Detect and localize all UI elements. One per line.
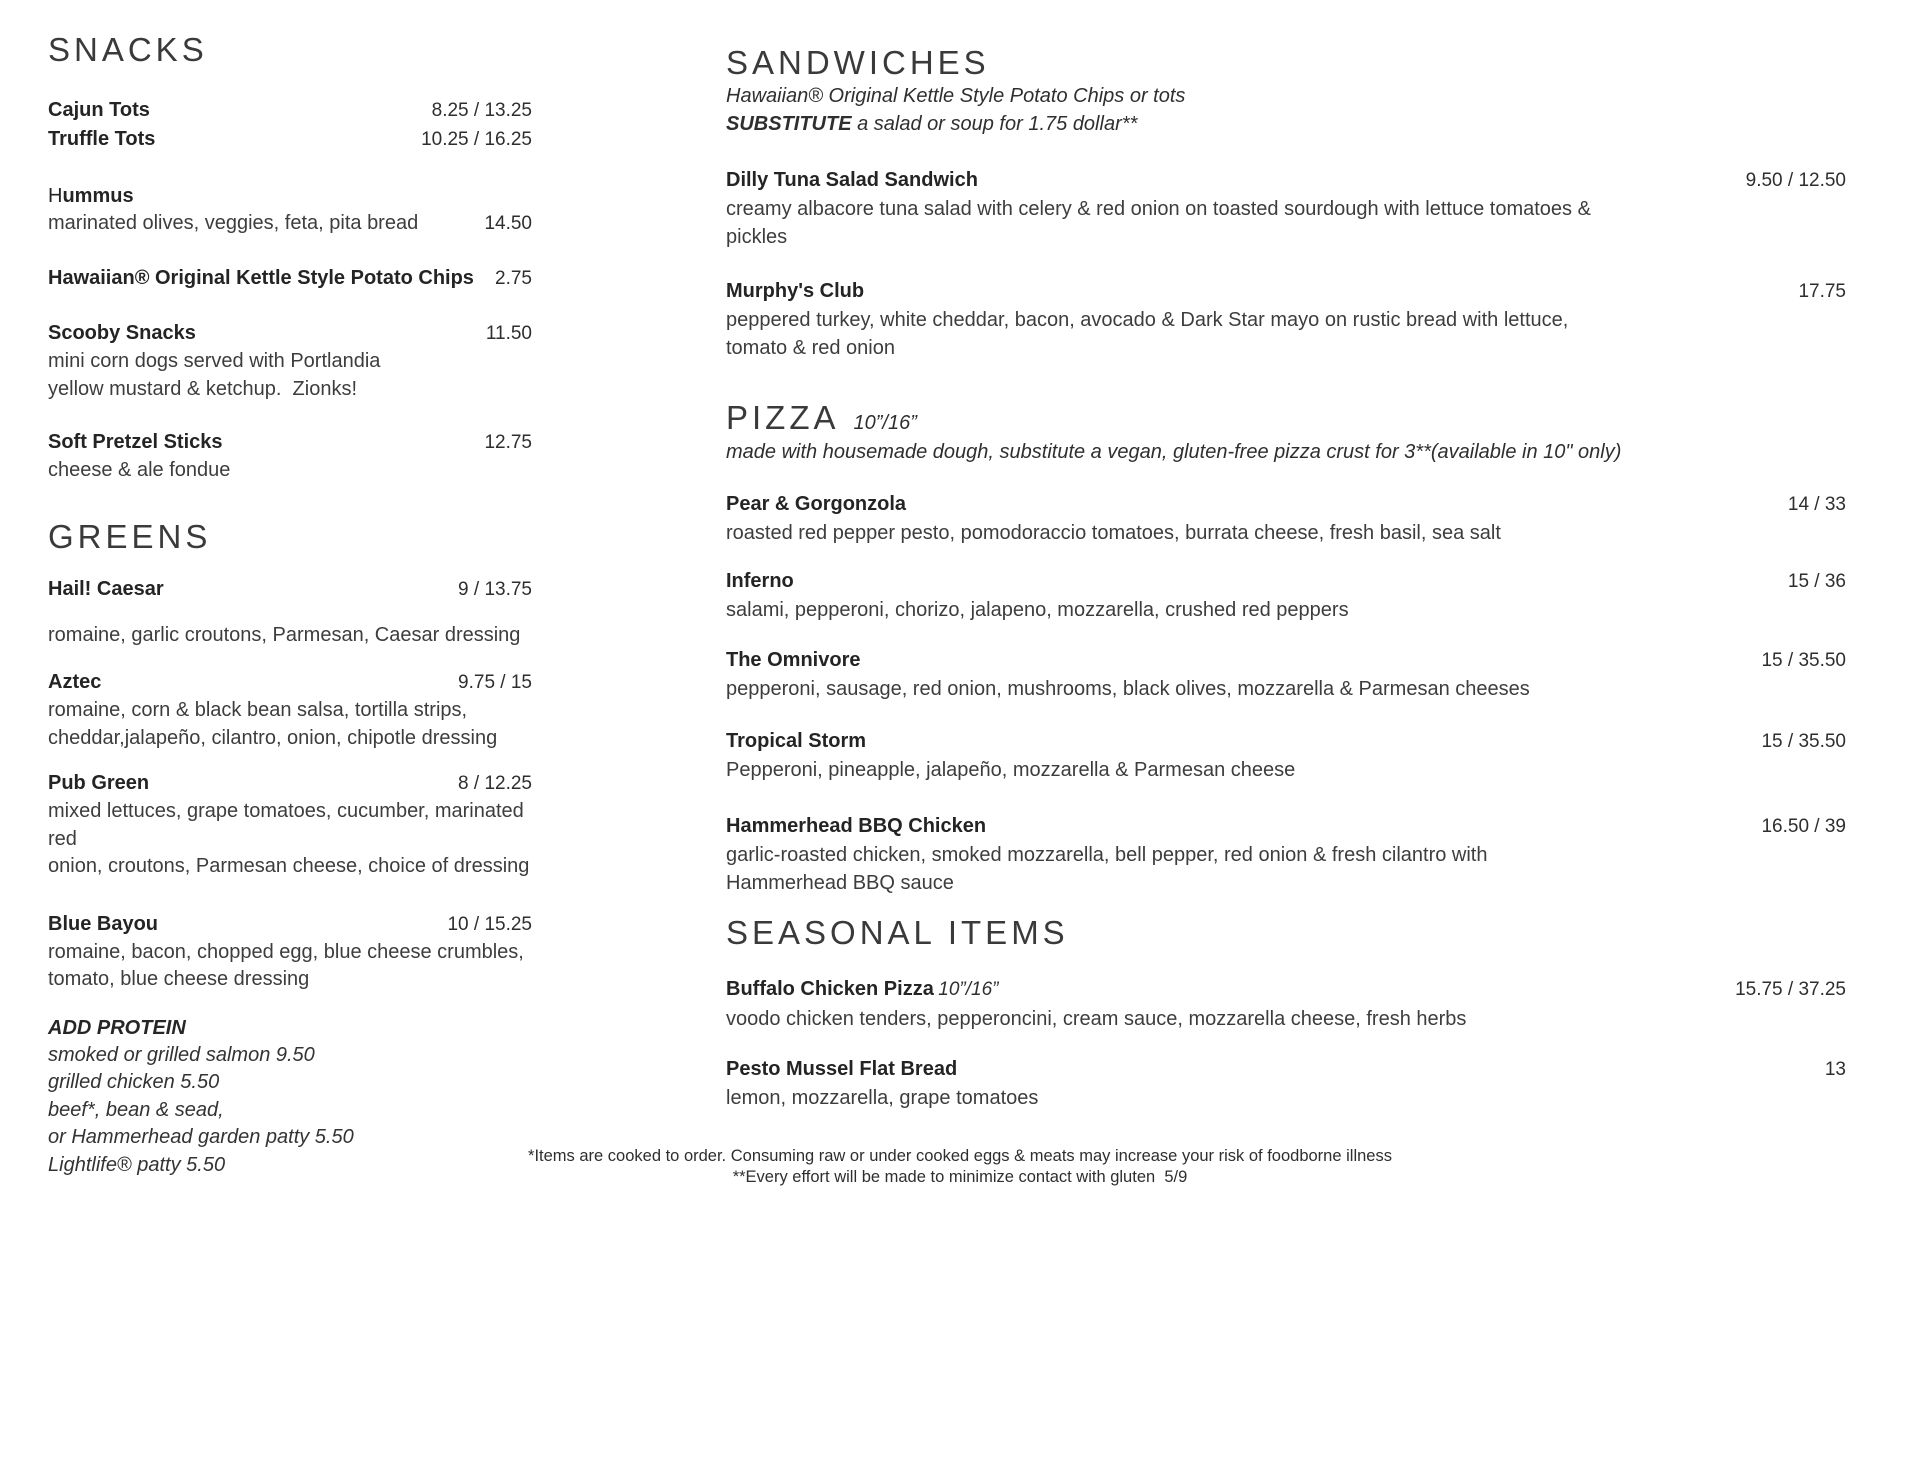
item-price: 15.75 / 37.25 [1735,979,1846,1000]
item-row [48,319,532,348]
item-name: Hail! Caesar [48,577,164,600]
item-name: Pub Green [48,772,150,794]
item-name-group [726,975,998,1005]
item-description: garlic-roasted chicken, smoked mozzarella, bell pepper, red onion & fresh cilantro with [726,844,1488,866]
menu-item-murphys-club [726,277,1846,362]
item-name: Tropical Storm [726,730,867,752]
item-row [48,668,532,697]
section-title-snacks: SNACKS [48,31,208,68]
menu-item-pesto-mussel-flatbread [726,1055,1846,1112]
menu-item-inferno [726,567,1846,624]
item-description: Pepperoni, pineapple, jalapeño, mozzarella & Parmesan cheese [726,759,1296,781]
item-description: yellow mustard & ketchup. Zionks! [48,377,358,400]
item-description: lemon, mozzarella, grape tomatoes [726,1087,1039,1109]
item-row [726,1055,1846,1084]
footer-disclaimer [0,1146,1920,1188]
item-price: 8 / 12.25 [458,773,532,794]
pizza-subtitle: made with housemade dough, substitute a vegan, gluten-free pizza crust for 3**(available in 10" only) [726,441,1622,463]
pizza-section-header [726,398,1846,438]
item-price: 17.75 [1798,281,1846,302]
substitute-text: a salad or soup for 1.75 dollar** [851,113,1138,135]
menu-item-dilly-tuna [726,166,1846,251]
item-description: roasted red pepper pesto, pomodoraccio tomatoes, burrata cheese, fresh basil, sea salt [726,522,1501,544]
item-row [726,812,1846,841]
add-protein-option: beef*, bean & sead, [48,1098,224,1121]
pizza-sizes: 10”/16” [853,412,917,434]
item-name: Soft Pretzel Sticks [48,431,223,453]
item-price: 13 [1824,1059,1846,1080]
item-description: romaine, bacon, chopped egg, blue cheese crumbles, [48,940,524,963]
item-row [726,166,1846,195]
item-price: 14 / 33 [1787,494,1846,515]
footer-line-1: *Items are cooked to order. Consuming raw or under cooked eggs & meats may increase your risk of foodborne illness [528,1147,1392,1165]
item-price: 10.25 / 16.25 [421,129,532,150]
item-name: Pesto Mussel Flat Bread [726,1058,958,1080]
menu-item-cajun-tots [48,96,532,154]
item-description: tomato, blue cheese dressing [48,968,310,990]
item-name: Truffle Tots [48,128,156,150]
item-description: voodo chicken tenders, pepperoncini, cream sauce, mozzarella cheese, fresh herbs [726,1008,1467,1030]
item-row [726,277,1846,306]
item-row [726,727,1846,756]
item-description: mixed lettuces, grape tomatoes, cucumber, marinated red [48,800,524,850]
item-description: pickles [726,226,788,248]
item-description: romaine, garlic croutons, Parmesan, Caesar dressing [48,623,521,646]
item-name: Buffalo Chicken Pizza [726,978,934,1000]
item-name: Murphy's Club [726,280,865,302]
item-row [48,210,532,238]
item-row [48,264,532,293]
item-description: tomato & red onion [726,337,895,359]
item-row [726,490,1846,519]
item-name: Aztec [48,671,102,693]
item-price: 8.25 / 13.25 [431,100,532,121]
menu-item-buffalo-chicken-pizza [726,975,1846,1033]
item-row [48,125,532,154]
sandwiches-subtitle: Hawaiian® Original Kettle Style Potato Chips or tots [726,85,1186,107]
item-name: Hawaiian® Original Kettle Style Potato Chips [48,267,474,289]
item-name [48,182,134,210]
section-title-seasonal: SEASONAL ITEMS [726,914,1069,951]
section-title-greens: GREENS [48,517,212,555]
item-description: cheese & ale fondue [48,459,231,481]
item-price: 9.75 / 15 [458,672,532,693]
item-price: 11.50 [485,323,532,344]
item-row [726,567,1846,596]
menu-item-soft-pretzel [48,428,532,485]
item-price: 9.50 / 12.50 [1745,170,1846,191]
item-description: creamy albacore tuna salad with celery & red onion on toasted sourdough with lettuce tomatoes & [726,198,1591,220]
item-sizes: 10”/16” [938,979,999,1000]
item-description: marinated olives, veggies, feta, pita bread [48,212,419,234]
menu-item-scooby-snacks [48,319,532,403]
item-description: cheddar,jalapeño, cilantro, onion, chipotle dressing [48,726,498,749]
item-row [48,575,532,604]
item-row [726,975,1846,1005]
item-name: Blue Bayou [48,912,159,935]
menu-item-hawaiian-chips [48,264,532,293]
menu-item-the-omnivore [726,646,1846,703]
item-price: 15 / 35.50 [1761,650,1846,671]
item-price: 10 / 15.25 [447,913,532,935]
section-title-pizza: PIZZA [726,399,840,436]
substitute-label: SUBSTITUTE [726,113,852,135]
item-description: mini corn dogs served with Portlandia [48,350,381,372]
item-name-bold: ummus [62,185,134,207]
item-description: peppered turkey, white cheddar, bacon, avocado & Dark Star mayo on rustic bread with lettuce, [726,309,1569,331]
menu-item-blue-bayou [48,910,532,994]
menu-item-pub-green [48,769,532,881]
menu-item-tropical-storm [726,727,1846,784]
menu-item-hail-caesar [48,575,532,650]
item-name: Scooby Snacks [48,322,196,344]
item-name: Dilly Tuna Salad Sandwich [726,169,978,191]
item-price: 16.50 / 39 [1761,816,1846,837]
item-price: 12.75 [484,432,532,453]
item-row [48,769,532,798]
menu-item-pear-gorgonzola [726,490,1846,547]
add-protein-option: grilled chicken 5.50 [48,1071,220,1093]
menu-item-hummus [48,182,532,238]
item-name-light: H [48,185,63,207]
item-name: Pear & Gorgonzola [726,493,907,515]
item-row [726,646,1846,675]
menu-item-aztec [48,668,532,752]
item-row [48,910,532,939]
item-name: Hammerhead BBQ Chicken [726,815,987,837]
sandwiches-substitute-note [726,110,1846,138]
add-protein-title: ADD PROTEIN [48,1016,186,1039]
item-price: 15 / 36 [1787,571,1846,592]
add-protein-option: or Hammerhead garden patty 5.50 [48,1126,354,1148]
section-title-sandwiches: SANDWICHES [726,44,990,81]
item-description: salami, pepperoni, chorizo, jalapeno, mozzarella, crushed red peppers [726,599,1349,621]
menu-item-hammerhead-bbq [726,812,1846,897]
item-row [48,96,532,125]
add-protein-option: Lightlife® patty 5.50 [48,1153,226,1176]
item-description: pepperoni, sausage, red onion, mushrooms, black olives, mozzarella & Parmesan cheeses [726,678,1530,700]
item-name: The Omnivore [726,649,861,671]
item-description: onion, croutons, Parmesan cheese, choice of dressing [48,855,530,877]
item-row [48,428,532,457]
item-name: Cajun Tots [48,99,150,121]
left-column [48,30,532,1179]
footer-line-2: **Every effort will be made to minimize contact with gluten 5/9 [732,1168,1188,1186]
item-description: Hammerhead BBQ sauce [726,872,954,894]
item-price: 14.50 [484,213,532,234]
item-price: 15 / 35.50 [1761,731,1846,752]
add-protein-option: smoked or grilled salmon 9.50 [48,1043,315,1066]
right-column [726,44,1846,1112]
item-price: 9 / 13.75 [458,578,532,600]
item-row [48,182,532,210]
item-description: romaine, corn & black bean salsa, tortilla strips, [48,699,468,721]
item-price: 2.75 [495,268,532,289]
item-name: Inferno [726,570,794,592]
